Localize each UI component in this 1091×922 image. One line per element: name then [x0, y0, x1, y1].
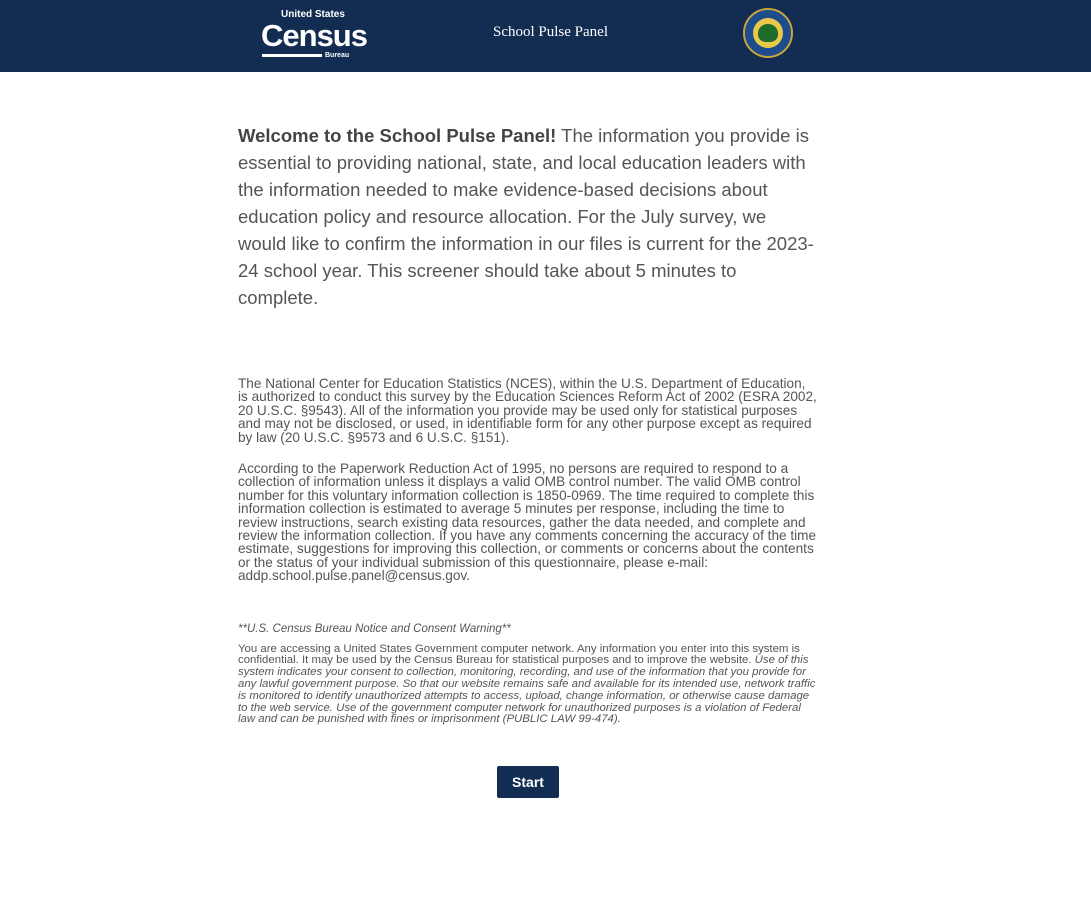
header: [0, 0, 1091, 72]
logo-bottom-text: Bureau: [325, 52, 350, 59]
logo-main-text: Census: [261, 18, 367, 53]
census-logo: [261, 9, 367, 62]
main-content: [238, 122, 818, 810]
intro-paragraph: [238, 122, 818, 311]
notice-body: [238, 644, 818, 727]
page-title: School Pulse Panel: [493, 24, 608, 40]
start-button[interactable]: Start: [497, 766, 559, 798]
logo-top-text: United States: [281, 9, 345, 20]
education-seal-icon: [743, 8, 793, 58]
notice-title: **U.S. Census Bureau Notice and Consent Warning**: [238, 622, 511, 635]
start-button-container: [238, 766, 818, 798]
logo-bar: [262, 54, 322, 57]
paperwork-reduction-text: According to the Paperwork Reduction Act of 1995, no persons are required to respond to a collection of information unless it displays a valid OMB control number. The valid OMB control number for this voluntary information collection is 1850-0969. The time required to complete this information collection is estimated to average 5 minutes per response, including the time to review instructions, search existing data resources, gather the data needed, and complete and review the information collection. If you have any comments concerning the accuracy of the time estimate, suggestions for improving this collection, or comments or concerns about the contents or the status of your individual submission of this questionnaire, please e-mail: addp.school.pulse.panel@census.gov.: [238, 461, 817, 584]
nces-authority-text: The National Center for Education Statistics (NCES), within the U.S. Department of Education, is authorized to conduct this survey by the Education Sciences Reform Act of 2002 (ESRA 2002, 20 U.S.C. §9543). All of the information you provide may be used only for statistical purposes and may not be disclosed, or used, in identifiable form for any other purpose except as required by law (20 U.S.C. §9573 and 6 U.S.C. §151).: [238, 376, 817, 445]
intro-heading: Welcome to the School Pulse Panel!: [238, 125, 557, 146]
notice-italic: Use of this system indicates your consent to collection, monitoring, recording, and use of the information that you provide for any lawful government purpose. So that our website remains safe and available for its intended use, network traffic is monitored to identify unauthorized attempts to access, upload, change information, or otherwise cause damage to the web service. Use of the government computer network for unauthorized purposes is a violation of Federal law and can be punished with fines or imprisonment (PUBLIC LAW 99-474).: [238, 654, 816, 726]
intro-text: The information you provide is essential to providing national, state, and local education leaders with the information needed to make evidence-based decisions about education policy and resource allocation. For the July survey, we would like to confirm the information in our files is current for the 2023-24 school year. This screener should take about 5 minutes to complete.: [238, 125, 814, 308]
notice-plain: You are accessing a United States Government computer network. Any information you enter into this system is confidential. It may be used by the Census Bureau for statistical purposes and to improve the website.: [238, 642, 800, 667]
